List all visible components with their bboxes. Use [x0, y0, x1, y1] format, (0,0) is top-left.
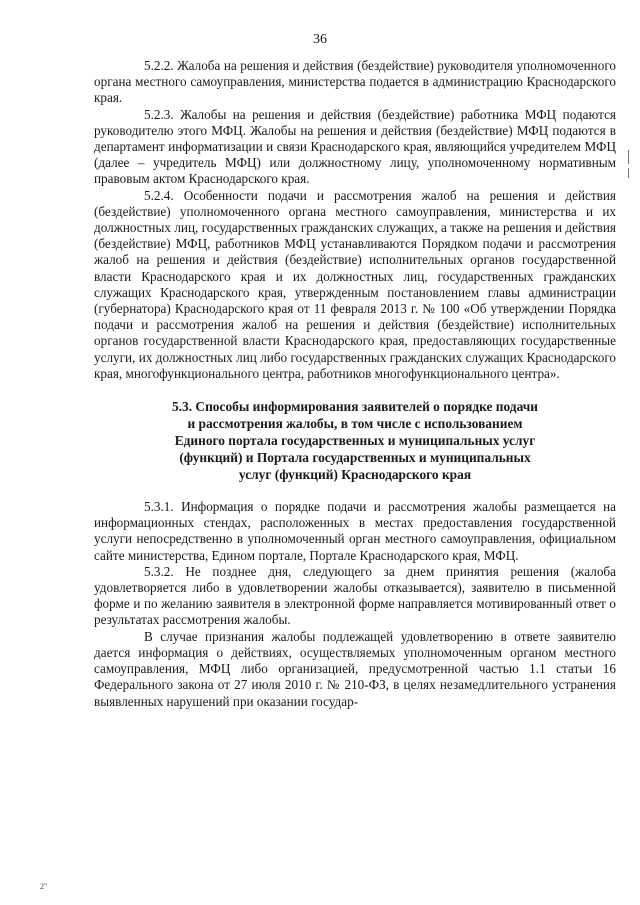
- scan-edge-mark: [628, 168, 629, 178]
- heading-line: Единого портала государственных и муниципальных услуг: [174, 433, 536, 449]
- paragraph-5-2-3: 5.2.3. Жалобы на решения и действия (бездействие) работника МФЦ подаются руководителю этого МФЦ. Жалобы на решения и действия (бездействие) МФЦ подаются в департамент информатизации и связи Краснодарского края, являющийся учредителем МФЦ (далее – учредитель МФЦ) или должностному лицу, уполномоченному нормативным правовым актом Краснодарского края.: [94, 106, 616, 187]
- paragraph-5-2-2: 5.2.2. Жалоба на решения и действия (бездействие) руководителя уполномоченного органа местного самоуправления, министерства подается в администрацию Краснодарского края.: [94, 58, 616, 106]
- heading-line: 5.3. Способы информирования заявителей о порядке подачи: [171, 399, 538, 415]
- paragraph-satisfaction-case: В случае признания жалобы подлежащей удовлетворению в ответе заявителю дается информация о действиях, осуществляемых уполномоченным органом местного самоуправления, МФЦ либо организацией, предусмотренной частью 1.1 статьи 16 Федерального закона от 27 июля 2010 г. № 210-ФЗ, в целях незамедлительного устранения выявленных нарушений при оказании государ-: [94, 628, 616, 709]
- paragraph-5-3-1: 5.3.1. Информация о порядке подачи и рассмотрения жалобы размещается на информационных стендах, расположенных в местах предоставления государственной услуги непосредственно в уполномоченный орган местного самоуправления, официальном сайте министерства, Едином портале, Портале Краснодарского края, МФЦ.: [94, 499, 616, 563]
- paragraph-5-2-4: 5.2.4. Особенности подачи и рассмотрения жалоб на решения и действия (бездействие) уполномоченного органа местного самоуправления, министерства и их должностных лиц, государственных гражданских служащих, а также на решения и действия (бездействие) МФЦ, работников МФЦ устанавливаются Порядком подачи и рассмотрения жалоб на решения и действия (бездействие) исполнительных органов государственной власти Краснодарского края и их должностных лиц, государственных гражданских служащих Краснодарского края, утвержденным постановлением главы администрации (губернатора) Краснодарского края от 11 февраля 2013 г. № 100 «Об утверждении Порядка подачи и рассмотрения жалоб на решения и действия (бездействие) исполнительных органов государственной власти Краснодарского края, предоставляющих государственные услуги, их должностных лиц либо государственных гражданских служащих Краснодарского края, многофункционального центра, работников многофункционального центра».: [94, 187, 616, 381]
- heading-line: услуг (функций) Краснодарского края: [238, 467, 472, 483]
- section-heading-5-3: [94, 398, 616, 483]
- heading-line: (функций) и Портала государственных и муниципальных: [179, 450, 531, 466]
- paragraph-5-3-2: 5.3.2. Не позднее дня, следующего за днем принятия решения (жалоба удовлетворяется либо в удовлетворении жалобы отказывается), заявителю в письменной форме и по желанию заявителя в электронной форме направляется мотивированный ответ о результатах рассмотрения жалобы.: [94, 563, 616, 628]
- scan-edge-mark: [628, 150, 629, 164]
- corner-mark: 2": [40, 882, 48, 891]
- document-body: [94, 58, 616, 710]
- page-number: 36: [313, 32, 327, 47]
- heading-line: и рассмотрения жалобы, в том числе с использованием: [187, 416, 523, 432]
